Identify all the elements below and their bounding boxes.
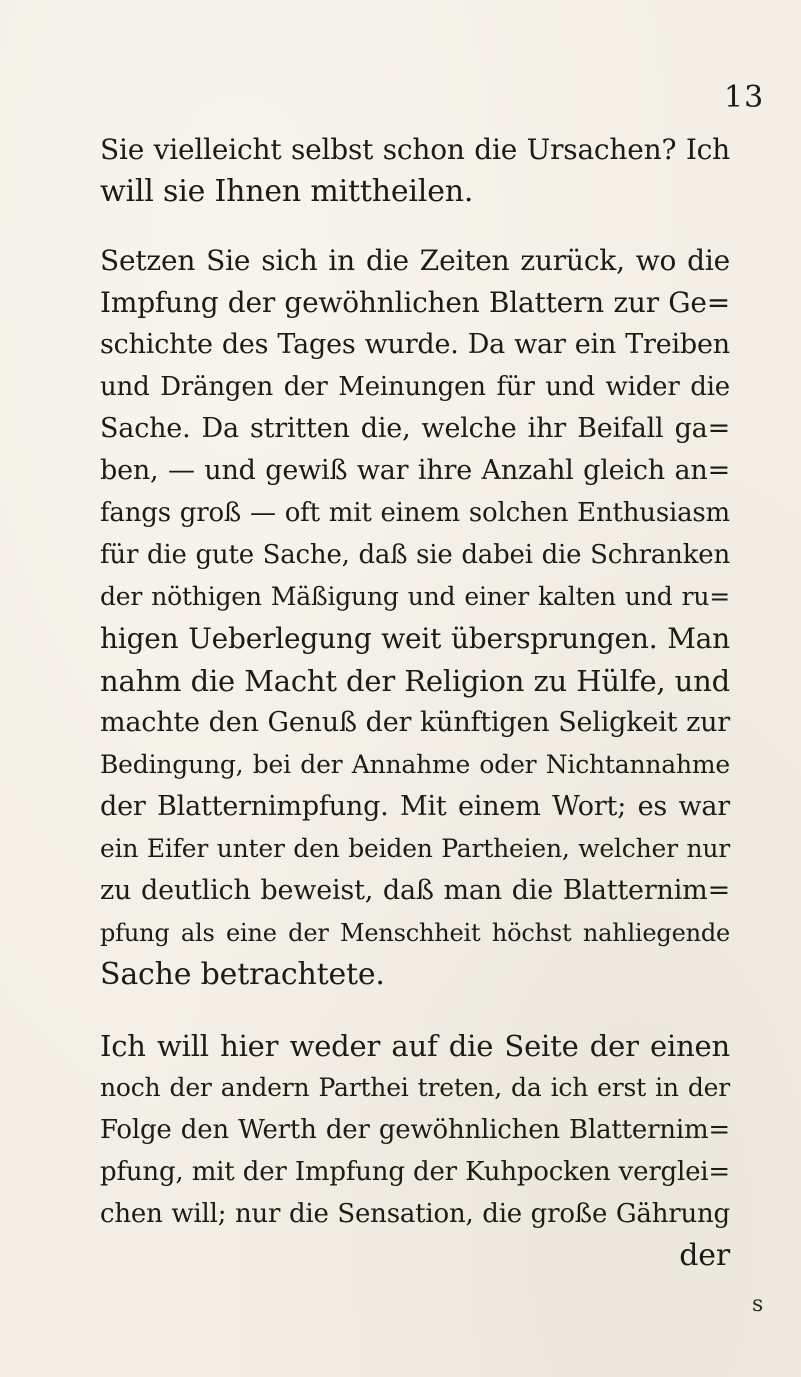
text-line: Sache betrachtete.: [100, 957, 385, 992]
text-line: pfung als eine der Menschheit höchst nahliegende: [100, 919, 730, 947]
text-line: nahm die Macht der Religion zu Hülfe, und: [100, 664, 730, 698]
text-line: Setzen Sie sich in die Zeiten zurück, wo die: [100, 244, 730, 277]
text-line: ein Eifer unter den beiden Partheien, welcher nur: [100, 834, 730, 863]
text-line: noch der andern Parthei treten, da ich erst in der: [100, 1073, 730, 1102]
text-line: und Drängen der Meinungen für und wider die: [100, 372, 730, 402]
text-line: der Blatternimpfung. Mit einem Wort; es war: [100, 791, 730, 822]
text-line: Bedingung, bei der Annahme oder Nichtannahme: [100, 750, 730, 779]
text-line: will sie Ihnen mittheilen.: [100, 174, 474, 209]
page-number: 13: [724, 80, 765, 115]
text-line: Ich will hier weder auf die Seite der einen: [100, 1029, 730, 1063]
text-line: ben, — und gewiß war ihre Anzahl gleich an=: [100, 455, 730, 486]
catchword: der: [679, 1238, 730, 1273]
text-line: der nöthigen Mäßigung und einer kalten und ru=: [100, 582, 730, 611]
text-line: chen will; nur die Sensation, die große Gährung: [100, 1199, 730, 1229]
text-line: Sie vielleicht selbst schon die Ursachen? Ich: [100, 133, 730, 166]
text-line: machte den Genuß der künftigen Seligkeit zur: [100, 707, 730, 738]
text-line: zu deutlich beweist, daß man die Blatternim=: [100, 875, 730, 906]
text-line: Folge den Werth der gewöhnlichen Blatternim=: [100, 1115, 730, 1145]
text-line: schichte des Tages wurde. Da war ein Treiben: [100, 329, 730, 360]
signature-mark: s: [752, 1292, 764, 1317]
text-line: für die gute Sache, daß sie dabei die Schranken: [100, 540, 730, 570]
text-line: higen Ueberlegung weit übersprungen. Man: [100, 622, 730, 655]
text-line: pfung, mit der Impfung der Kuhpocken verglei=: [100, 1157, 730, 1187]
text-line: fangs groß — oft mit einem solchen Enthusiasm: [100, 498, 730, 528]
text-line: Sache. Da stritten die, welche ihr Beifall ga=: [100, 413, 730, 444]
text-line: Impfung der gewöhnlichen Blattern zur Ge=: [100, 286, 730, 319]
